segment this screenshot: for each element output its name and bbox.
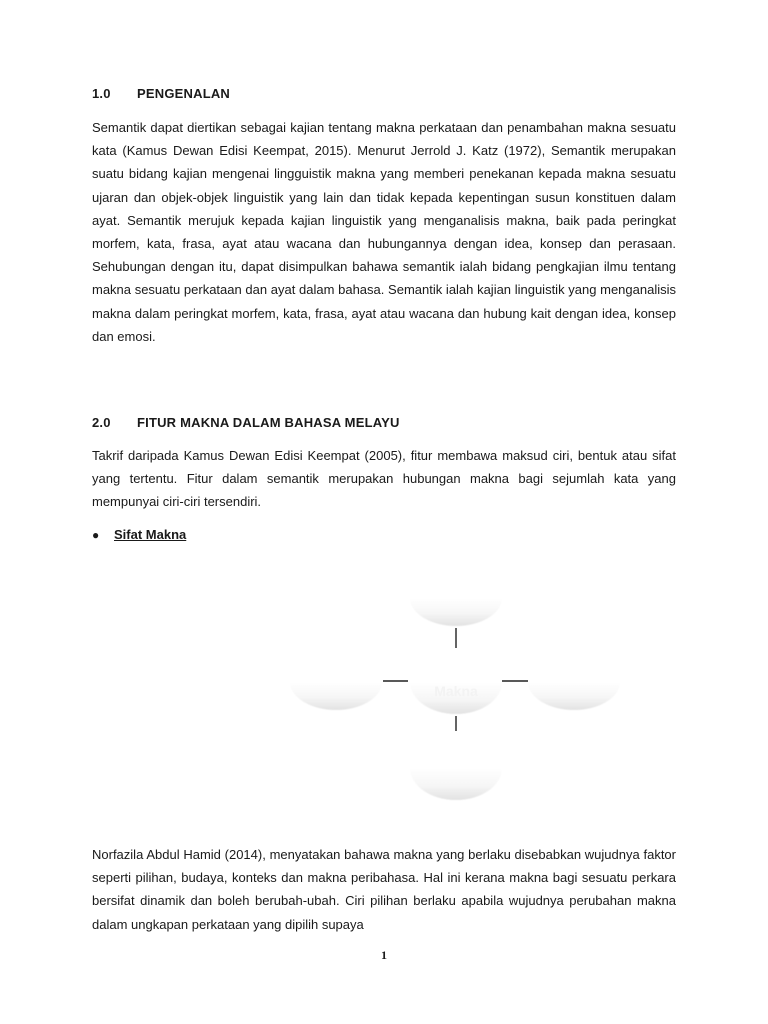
diagram-node-bottom [410,768,502,800]
makna-diagram [280,580,640,810]
section-title: FITUR MAKNA DALAM BAHASA MELAYU [137,415,400,430]
section-title: PENGENALAN [137,86,231,101]
paragraph-norfazila: Norfazila Abdul Hamid (2014), menyatakan bahawa makna yang berlaku disebabkan wujudnya faktor seperti pilihan, budaya, konteks dan makna peribahasa. Hal ini kerana makna bagi sesuatu perkara bersifat dinamik dan boleh berubah-ubah. Ciri pilihan berlaku apabila wujudnya perubahan makna dalam ungkapan perkataan yang dipilih supaya [92,847,676,932]
section-heading-2 [92,415,400,430]
bullet-label: Sifat Makna [114,527,187,542]
bullet-item [92,527,186,542]
section-number: 2.0 [92,415,111,430]
diagram-center-label: Makna [434,683,478,699]
paragraph-fitur: Takrif daripada Kamus Dewan Edisi Keempat (2005), fitur membawa maksud ciri, bentuk atau sifat yang tertentu. Fitur dalam semantik merupakan hubungan makna bagi sejumlah kata yang mempunyai ciri-ciri tersendiri. [92,448,676,510]
section-number: 1.0 [92,86,111,101]
page-number: 1 [381,948,387,962]
section-heading-1 [92,86,230,101]
bullet-icon: ● [92,528,100,542]
paragraph-intro: Semantik dapat diertikan sebagai kajian tentang makna perkataan dan penambahan makna sesuatu kata (Kamus Dewan Edisi Keempat, 2015). Menurut Jerrold J. Katz (1972), Semantik merupakan suatu bidang kajian mengenai lingguistik makna yang memberi penekanan kepada makna sesuatu ujaran dan objek-objek linguistik yang lain dan tidak kepada kepentingan susun konstituen dalam ayat. Semantik merujuk kepada kajian linguistik yang menganalisis makna, baik pada peringkat morfem, kata, frasa, ayat atau wacana dan hubungannya dengan idea, konsep dan perasaan. Sehubungan dengan itu, dapat disimpulkan bahawa semantik ialah bidang pengkajian ilmu tentang makna sesuatu perkataan dan ayat dalam bahasa. Semantik ialah kajian linguistik yang menganalisis makna dalam peringkat morfem, kata, frasa, ayat atau wacana dan hubung kait dengan idea, konsep dan emosi. [92,120,676,344]
diagram-node-left [290,682,382,710]
diagram-node-right [528,682,620,710]
diagram-node-top [410,598,502,626]
